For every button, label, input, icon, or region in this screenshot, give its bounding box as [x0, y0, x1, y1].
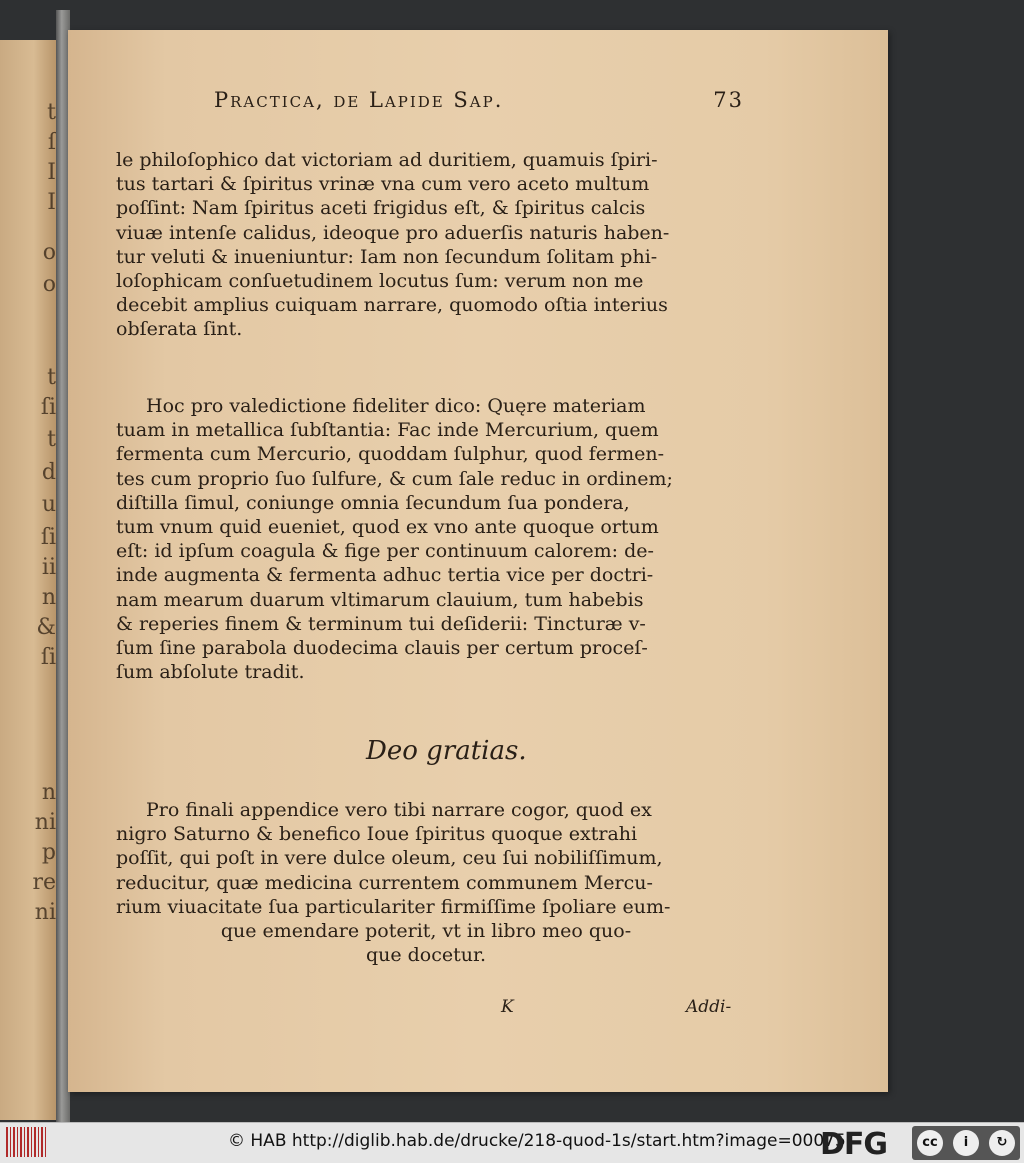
copyright-link[interactable]: © HAB http://diglib.hab.de/drucke/218-quod-1s/start.htm?image=00075	[228, 1131, 846, 1151]
page-number: 73	[713, 88, 744, 112]
prev-page-fragment: o	[42, 272, 56, 297]
text-line: rium viuacitate ſua particulariter firmiſſime ſpoliare eum-	[116, 895, 671, 918]
prev-page-fragment: I	[47, 160, 56, 185]
prev-page-fragment: ſi	[40, 525, 56, 550]
license-badge[interactable]	[912, 1126, 1020, 1160]
text-line: ſum ſine parabola duodecima clauis per certum proceſ-	[116, 636, 648, 659]
footer-bar	[0, 1122, 1024, 1163]
text-line: poſſit, qui poſt in vere dulce oleum, ceu ſui nobiliſſimum,	[116, 847, 663, 870]
text-line: tum vnum quid eueniet, quod ex vno ante quoque ortum	[116, 515, 659, 538]
prev-page-fragment: t	[47, 365, 56, 390]
text-line: tur veluti & inueniuntur: Iam non ſecundum ſolitam phi-	[116, 245, 658, 268]
hab-logo-icon	[6, 1127, 46, 1157]
running-head	[214, 88, 744, 112]
paragraph-2	[116, 394, 673, 684]
prev-page-fragment: ni	[34, 900, 56, 925]
paragraph-3	[116, 798, 736, 967]
prev-page-fragment: re	[32, 870, 56, 895]
text-line: le philoſophico dat victoriam ad duritiem, quamuis ſpiri-	[116, 149, 658, 171]
prev-page-fragment: u	[41, 492, 56, 517]
dfg-logo: DFG	[820, 1127, 888, 1162]
catchword: Addi-	[686, 997, 732, 1017]
text-line: poſſint: Nam ſpiritus aceti frigidus eſt, & ſpiritus calcis	[116, 197, 646, 220]
running-head-title: Practica, de Lapide Sap.	[214, 88, 504, 112]
closing-heading: Deo gratias.	[366, 736, 527, 766]
prev-page-fragment: n	[41, 585, 56, 610]
text-line: diſtilla ſimul, coniunge omnia ſecundum ſua pondera,	[116, 491, 630, 514]
cc-icon: cc	[917, 1130, 943, 1156]
book-page	[68, 30, 888, 1092]
text-line: tus tartari & ſpiritus vrinæ vna cum vero aceto multum	[116, 173, 650, 196]
prev-page-fragment: ii	[41, 555, 56, 580]
text-line: que docetur.	[365, 944, 487, 967]
text-line: tuam in metallica ſubſtantia: Fac inde Mercurium, quem	[116, 419, 659, 442]
prev-page-fragment: d	[41, 460, 56, 485]
by-icon: i	[953, 1130, 979, 1156]
previous-page-edge	[0, 40, 56, 1120]
text-line: ſum abſolute tradit.	[116, 661, 305, 684]
sa-icon: ↻	[989, 1130, 1015, 1156]
prev-page-fragment: &	[36, 615, 56, 640]
prev-page-fragment: ſi	[40, 395, 56, 420]
prev-page-fragment: I	[47, 190, 56, 215]
signature-mark: K	[501, 997, 514, 1017]
prev-page-fragment: ni	[34, 810, 56, 835]
text-line: que emendare poterit, vt in libro meo quo-	[220, 919, 632, 942]
text-line: Hoc pro valedictione fideliter dico: Quęre materiam	[146, 395, 646, 417]
prev-page-fragment: o	[42, 240, 56, 265]
text-line: nam mearum duarum vltimarum clauium, tum habebis	[116, 588, 644, 611]
prev-page-fragment: ſi	[40, 645, 56, 670]
text-line: viuæ intenſe calidus, ideoque pro aduerſis naturis haben-	[116, 221, 670, 244]
text-line: loſophicam conſuetudinem locutus ſum: verum non me	[116, 269, 644, 292]
prev-page-fragment: t	[47, 427, 56, 452]
prev-page-fragment: ſ	[47, 130, 56, 155]
text-line: nigro Saturno & benefico Ioue ſpiritus quoque extrahi	[116, 823, 638, 846]
text-line: & reperies finem & terminum tui deſiderii: Tincturæ v-	[116, 612, 646, 635]
prev-page-fragment: n	[41, 780, 56, 805]
text-line: tes cum proprio ſuo ſulfure, & cum ſale reduc in ordinem;	[116, 467, 673, 490]
prev-page-fragment: t	[47, 100, 56, 125]
prev-page-fragment: p	[41, 840, 56, 865]
text-line: obſerata ſint.	[116, 318, 243, 341]
text-line: eſt: id ipſum coagula & fige per continuum calorem: de-	[116, 540, 654, 563]
paragraph-1	[116, 148, 669, 342]
text-line: Pro finali appendice vero tibi narrare cogor, quod ex	[146, 799, 652, 821]
text-line: inde augmenta & fermenta adhuc tertia vice per doctri-	[116, 564, 654, 587]
text-line: decebit amplius cuiquam narrare, quomodo oſtia interius	[116, 294, 668, 317]
text-line: fermenta cum Mercurio, quoddam ſulphur, quod fermen-	[116, 443, 665, 466]
text-line: reducitur, quæ medicina currentem communem Mercu-	[116, 871, 653, 894]
